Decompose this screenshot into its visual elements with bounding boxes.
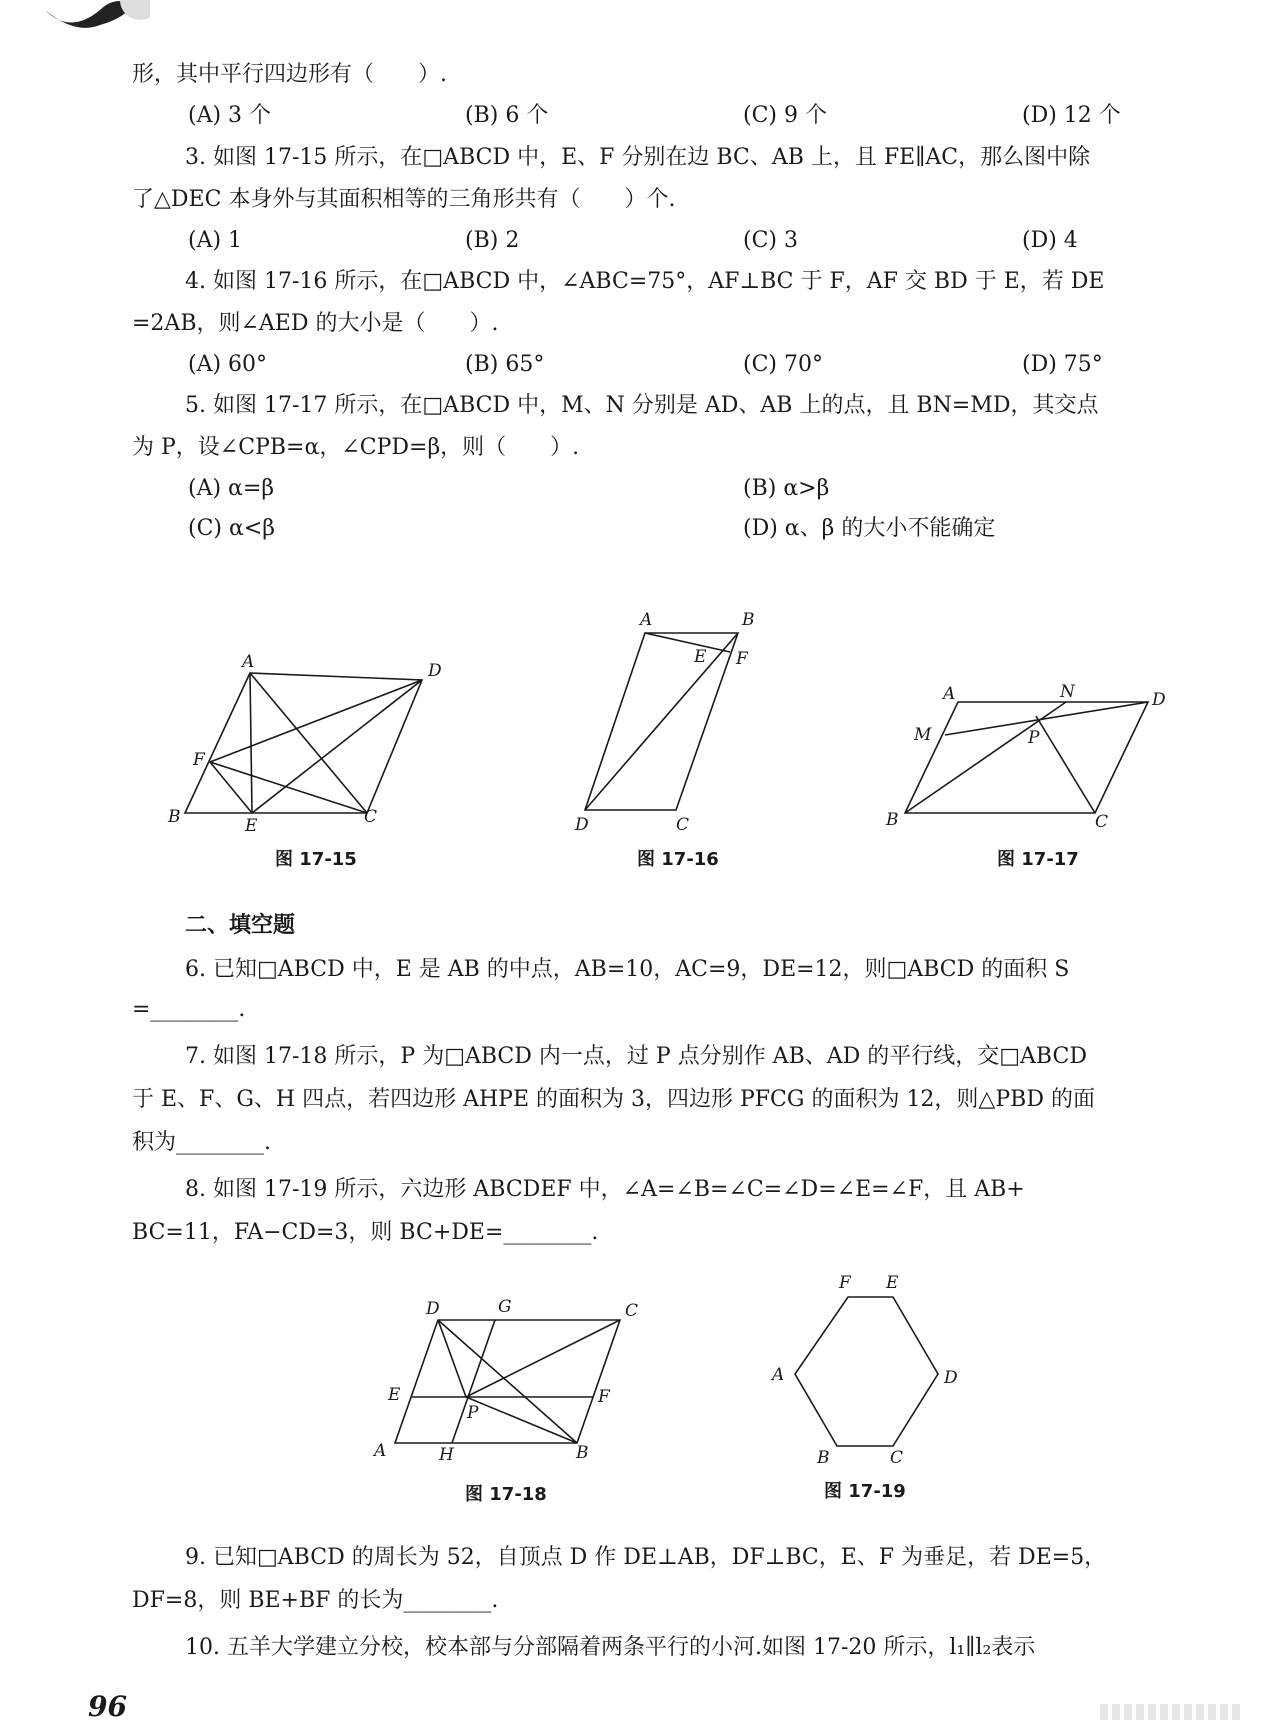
page-number: 96 <box>88 1690 127 1723</box>
figure-17-16 <box>570 610 760 840</box>
figure-caption: 图 17-19 <box>824 1481 906 1502</box>
label-D: D <box>575 815 589 835</box>
label-H: H <box>439 1445 454 1465</box>
corner-ornament <box>40 0 150 40</box>
label-C: C <box>364 807 378 827</box>
option: (B) 6 个 <box>465 103 549 128</box>
figure-17-18 <box>365 1295 665 1470</box>
text-line: 形，其中平行四边形有（ ）. <box>132 62 447 87</box>
option: (C) 70° <box>743 352 823 377</box>
label-A: A <box>772 1365 785 1385</box>
text-line: 5. 如图 17-17 所示，在□ABCD 中，M、N 分别是 AD、AB 上的点，且 BN=MD，其交点 <box>185 393 1099 418</box>
text-line: 3. 如图 17-15 所示，在□ABCD 中，E、F 分别在边 BC、AB 上，且 FE∥AC，那么图中除 <box>185 145 1091 170</box>
figure-caption: 图 17-15 <box>275 849 357 870</box>
text-line: =2AB，则∠AED 的大小是（ ）. <box>132 311 499 336</box>
figure-17-15 <box>150 640 470 840</box>
section-title: 二、填空题 <box>185 913 296 938</box>
label-B: B <box>817 1448 830 1468</box>
label-B: B <box>576 1443 589 1463</box>
text-line: 7. 如图 17-18 所示，P 为□ABCD 内一点，过 P 点分别作 AB、AD 的平行线，交□ABCD <box>185 1044 1087 1069</box>
figure-caption: 图 17-17 <box>997 849 1079 870</box>
text-line: =________. <box>132 997 246 1022</box>
figure-caption: 图 17-18 <box>465 1484 547 1505</box>
option: (B) 2 <box>465 228 520 253</box>
label-F: F <box>598 1387 610 1407</box>
label-D: D <box>944 1368 958 1388</box>
label-P: P <box>467 1403 479 1423</box>
text-line: BC=11，FA−CD=3，则 BC+DE=________. <box>132 1220 599 1245</box>
text-line: 4. 如图 17-16 所示，在□ABCD 中，∠ABC=75°，AF⊥BC 于 F，AF 交 BD 于 E，若 DE <box>185 269 1105 294</box>
label-P: P <box>1028 728 1040 748</box>
text-line: 了△DEC 本身外与其面积相等的三角形共有（ ）个. <box>132 187 676 212</box>
option: (A) 60° <box>188 352 268 377</box>
label-E: E <box>245 816 258 836</box>
text-line: 积为________. <box>132 1130 271 1155</box>
text-line: 9. 已知□ABCD 的周长为 52，自顶点 D 作 DE⊥AB，DF⊥BC，E、F 为垂足，若 DE=5， <box>185 1545 1107 1570</box>
option: (D) 12 个 <box>1022 103 1121 128</box>
option: (A) 3 个 <box>188 103 272 128</box>
figure-17-17 <box>880 675 1180 840</box>
label-A: A <box>242 652 255 672</box>
label-C: C <box>625 1301 639 1321</box>
label-D: D <box>428 661 442 681</box>
option: (B) α>β <box>743 476 830 501</box>
scan-artifact <box>1100 1700 1250 1724</box>
label-D: D <box>426 1299 440 1319</box>
option: (D) α、β 的大小不能确定 <box>743 516 996 541</box>
label-G: G <box>498 1297 512 1317</box>
label-E: E <box>694 647 707 667</box>
text-line: 8. 如图 17-19 所示，六边形 ABCDEF 中，∠A=∠B=∠C=∠D=∠E=∠F，且 AB+ <box>185 1177 1025 1202</box>
label-C: C <box>676 815 690 835</box>
label-N: N <box>1060 682 1075 702</box>
option: (A) α=β <box>188 476 275 501</box>
figure-caption: 图 17-16 <box>637 849 719 870</box>
label-C: C <box>1095 812 1109 832</box>
label-E: E <box>886 1273 899 1293</box>
text-line: 10. 五羊大学建立分校，校本部与分部隔着两条平行的小河.如图 17-20 所示，l₁∥l₂表示 <box>185 1635 1036 1660</box>
text-line: 为 P，设∠CPB=α，∠CPD=β，则（ ）. <box>132 435 580 460</box>
label-M: M <box>914 725 932 745</box>
option: (A) 1 <box>188 228 243 253</box>
label-B: B <box>886 810 899 830</box>
label-C: C <box>890 1448 904 1468</box>
label-F: F <box>839 1273 851 1293</box>
text-line: DF=8，则 BE+BF 的长为________. <box>132 1588 499 1613</box>
label-B: B <box>742 610 755 630</box>
label-D: D <box>1152 690 1166 710</box>
label-A: A <box>640 610 653 630</box>
label-A: A <box>943 684 956 704</box>
option: (C) 9 个 <box>743 103 827 128</box>
label-E: E <box>388 1385 401 1405</box>
option: (C) α<β <box>188 516 276 541</box>
label-F: F <box>193 750 205 770</box>
text-line: 于 E、F、G、H 四点，若四边形 AHPE 的面积为 3，四边形 PFCG 的面积为 12，则△PBD 的面 <box>132 1087 1095 1112</box>
label-A: A <box>374 1441 387 1461</box>
label-B: B <box>168 807 181 827</box>
label-F: F <box>736 649 748 669</box>
figure-17-19 <box>760 1265 970 1468</box>
option: (D) 75° <box>1022 352 1103 377</box>
option: (D) 4 <box>1022 228 1078 253</box>
option: (C) 3 <box>743 228 798 253</box>
option: (B) 65° <box>465 352 545 377</box>
text-line: 6. 已知□ABCD 中，E 是 AB 的中点，AB=10，AC=9，DE=12，则□ABCD 的面积 S <box>185 957 1070 982</box>
